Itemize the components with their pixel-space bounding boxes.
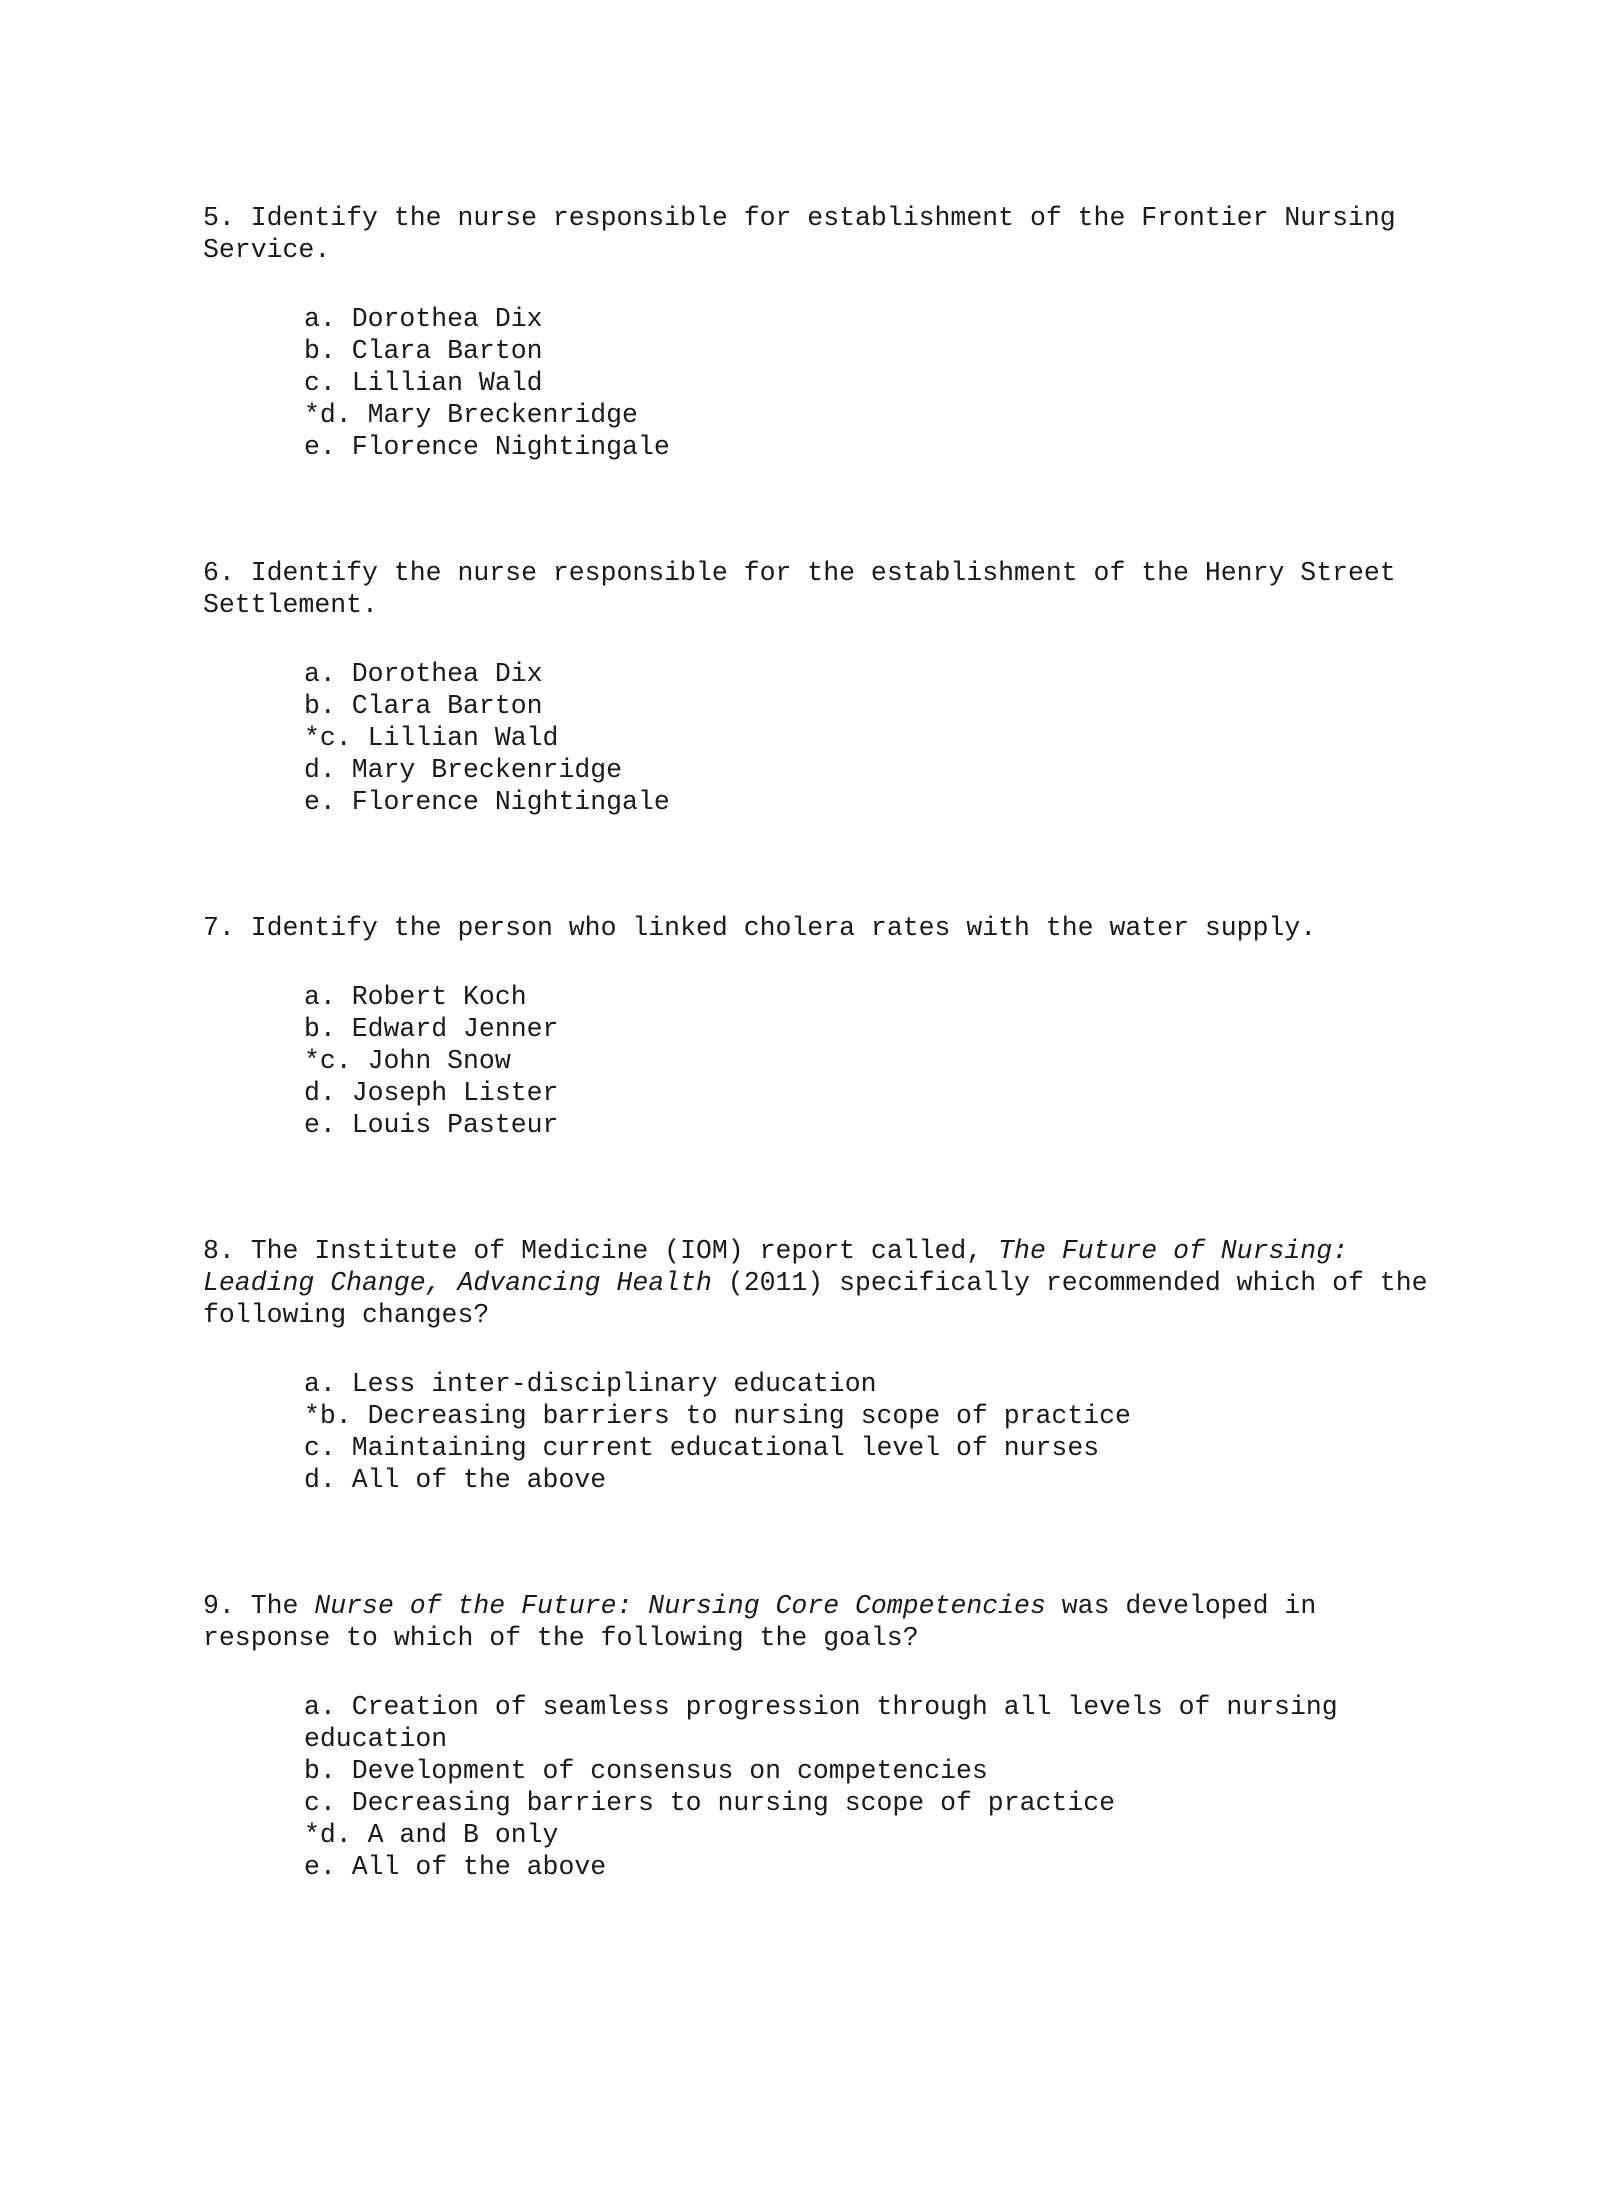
question-text: Identify the person who linked cholera rates with the water supply.	[250, 913, 1317, 943]
question-9	[203, 1590, 1443, 1883]
answer-option-correct: *c. Lillian Wald	[304, 723, 559, 753]
answer-option: b. Development of consensus on competencies	[304, 1756, 988, 1786]
answer-option: d. Joseph Lister	[304, 1078, 559, 1108]
answer-options	[203, 1691, 1443, 1883]
question-number: 6.	[203, 558, 235, 588]
question-text-before: The	[250, 1591, 315, 1621]
report-title: The Future of Nursing: Leading Change, Advancing Health	[203, 1236, 1364, 1298]
answer-option: e. Louis Pasteur	[304, 1110, 559, 1140]
question-number: 7.	[203, 913, 235, 943]
question-text: Identify the nurse responsible for the establishment of the Henry Street Settlement.	[203, 558, 1412, 620]
question-stem	[203, 557, 1443, 621]
question-text-after: was developed in response to which of the following the goals?	[203, 1591, 1333, 1653]
answer-option-correct: *d. A and B only	[304, 1820, 559, 1850]
answer-option: e. Florence Nightingale	[304, 787, 670, 817]
answer-option: a. Robert Koch	[304, 982, 527, 1012]
answer-options	[203, 303, 1443, 463]
answer-option-correct: *b. Decreasing barriers to nursing scope of practice	[304, 1401, 1131, 1431]
question-text: Identify the nurse responsible for establishment of the Frontier Nursing Service.	[203, 203, 1412, 265]
answer-option: b. Clara Barton	[304, 691, 543, 721]
answer-options	[203, 981, 1443, 1141]
question-number: 8.	[203, 1236, 235, 1266]
question-8	[203, 1235, 1443, 1496]
answer-options	[203, 1368, 1443, 1496]
answer-option: a. Less inter-disciplinary education	[304, 1369, 877, 1399]
answer-option: b. Clara Barton	[304, 336, 543, 366]
answer-option: c. Maintaining current educational level of nurses	[304, 1433, 1100, 1463]
answer-options	[203, 658, 1443, 818]
answer-option: c. Decreasing barriers to nursing scope of practice	[304, 1788, 1116, 1818]
question-text-after: (2011) specifically recommended which of the following changes?	[203, 1268, 1444, 1330]
question-number: 9.	[203, 1591, 235, 1621]
answer-option: c. Lillian Wald	[304, 368, 543, 398]
document-title: Nurse of the Future: Nursing Core Competencies	[314, 1591, 1046, 1621]
answer-option: a. Dorothea Dix	[304, 304, 543, 334]
question-stem	[203, 1590, 1443, 1654]
answer-option: a. Creation of seamless progression through all levels of nursing education	[304, 1692, 1354, 1754]
question-6	[203, 557, 1443, 818]
answer-option: b. Edward Jenner	[304, 1014, 559, 1044]
question-7	[203, 912, 1443, 1141]
question-number: 5.	[203, 203, 235, 233]
question-stem	[203, 202, 1443, 266]
question-stem	[203, 912, 1443, 944]
answer-option: d. Mary Breckenridge	[304, 755, 623, 785]
answer-option: d. All of the above	[304, 1465, 607, 1495]
answer-option-correct: *d. Mary Breckenridge	[304, 400, 638, 430]
question-stem	[203, 1235, 1443, 1331]
answer-option: e. All of the above	[304, 1852, 607, 1882]
question-text-before: The Institute of Medicine (IOM) report called,	[250, 1236, 999, 1266]
question-5	[203, 202, 1443, 463]
answer-option-correct: *c. John Snow	[304, 1046, 511, 1076]
document-page	[203, 202, 1443, 1977]
answer-option: e. Florence Nightingale	[304, 432, 670, 462]
answer-option: a. Dorothea Dix	[304, 659, 543, 689]
